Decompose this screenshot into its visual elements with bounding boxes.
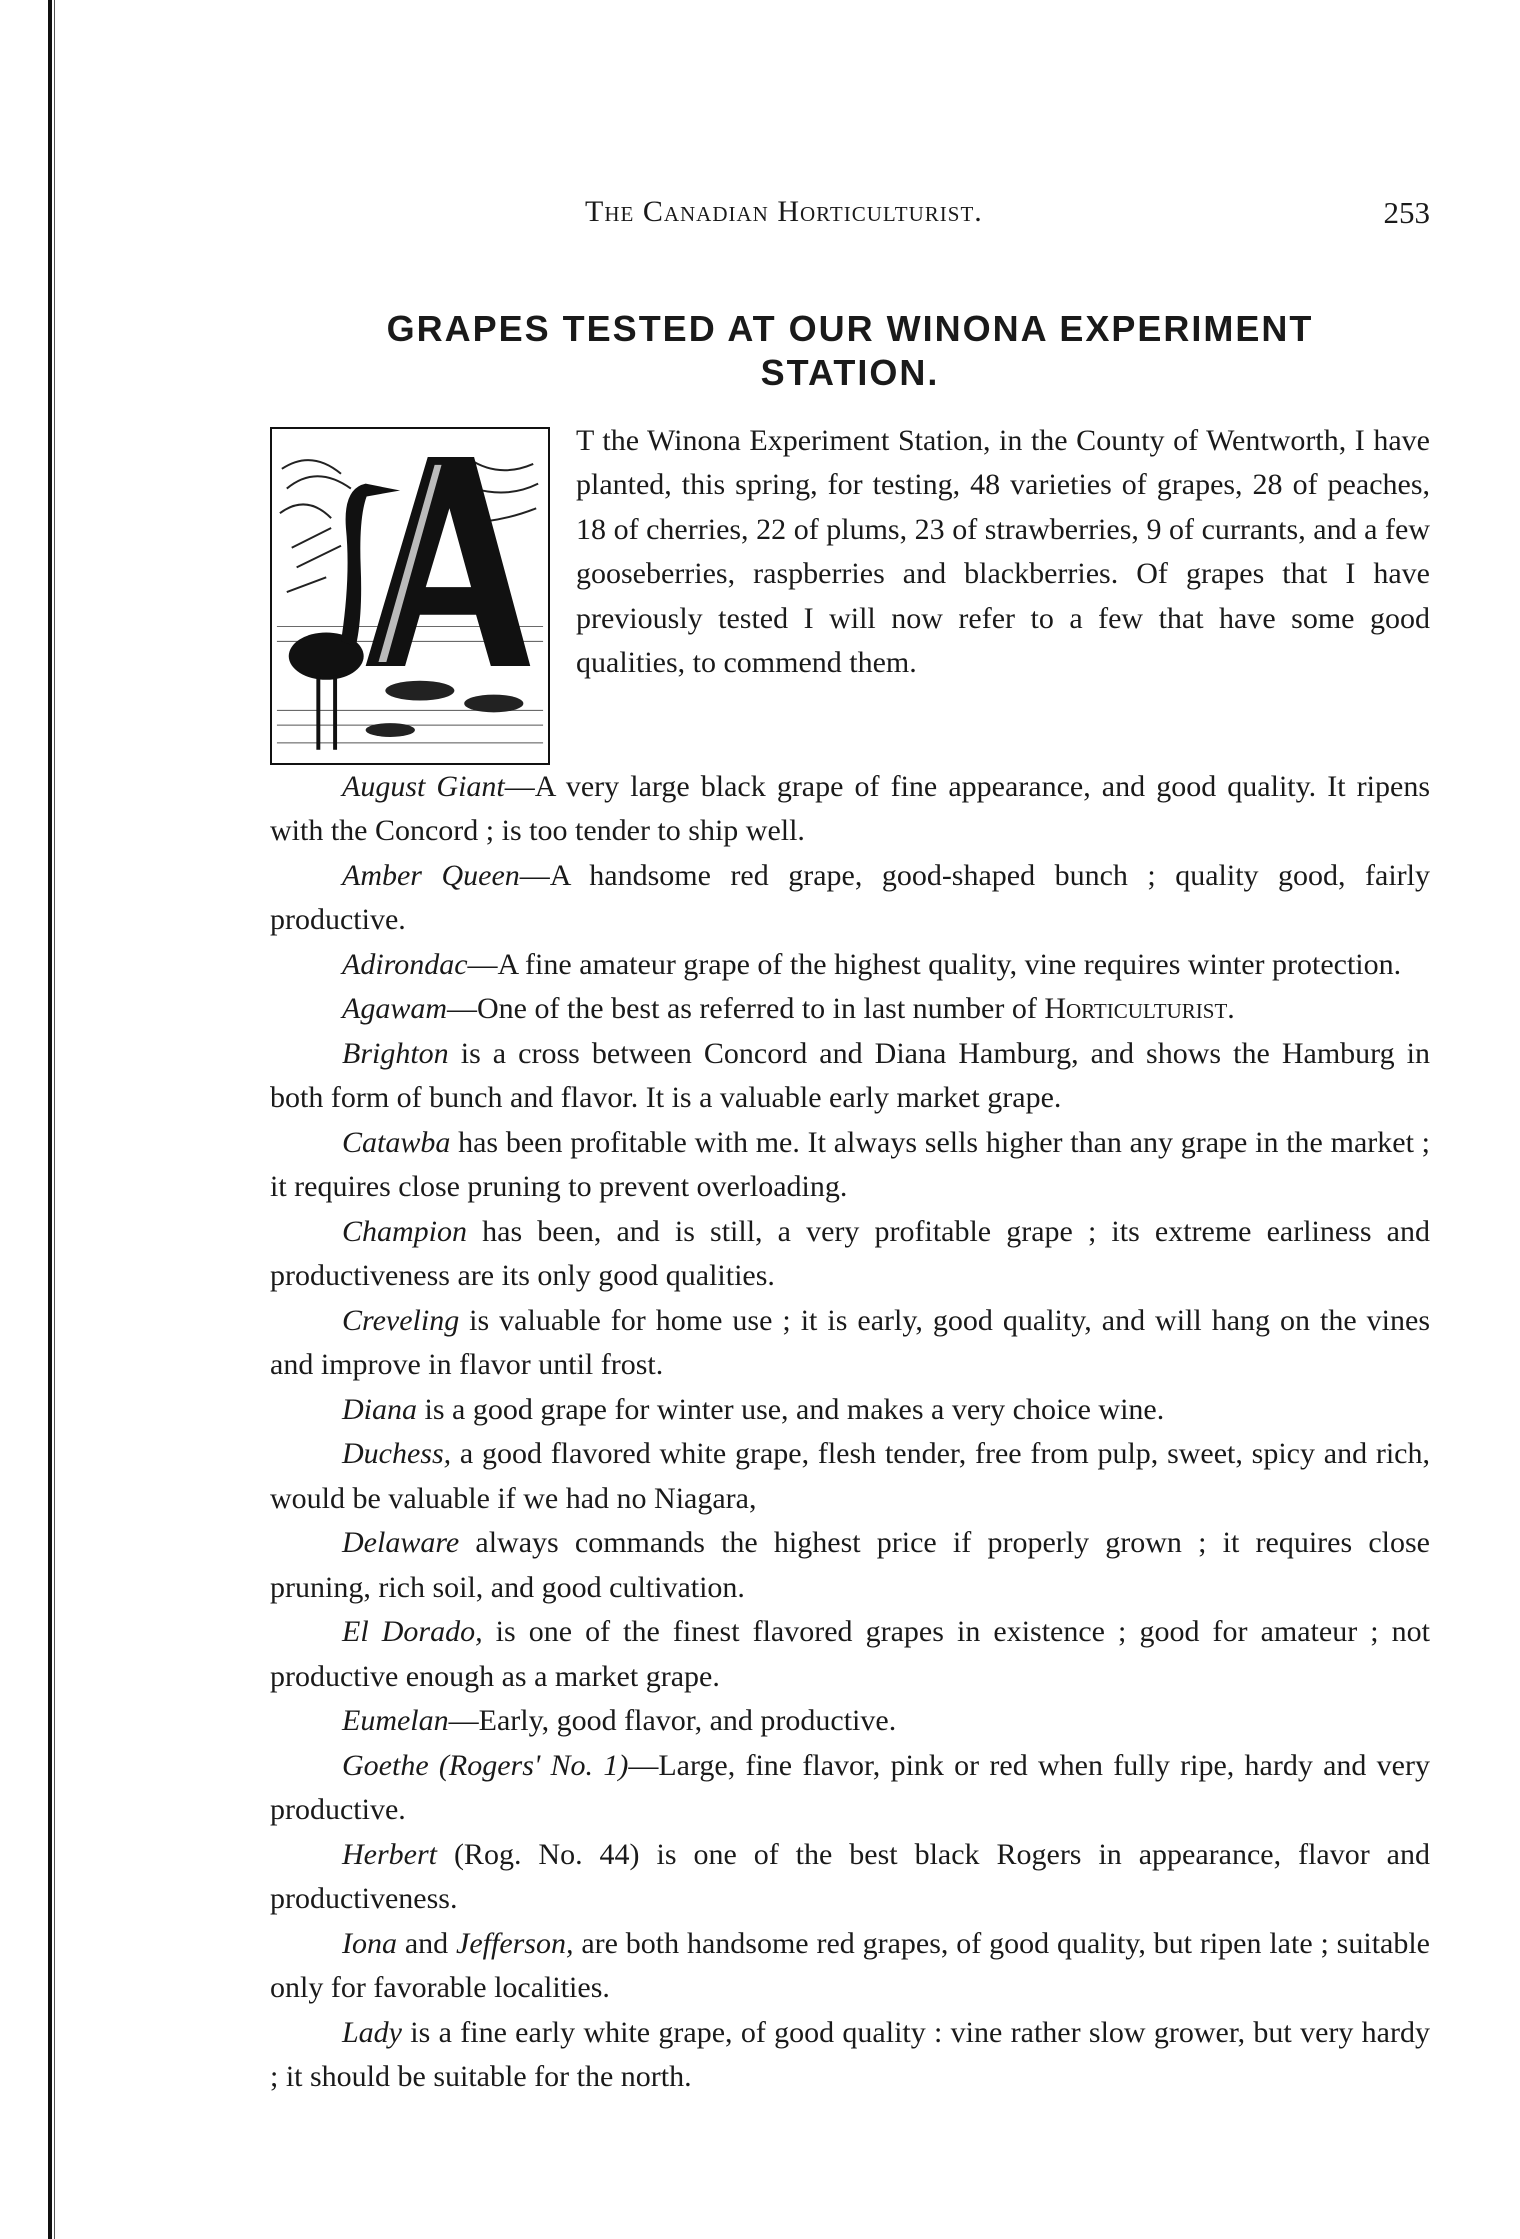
entry-text: a good flavored white grape, flesh tender, free from pulp, sweet, spicy and rich, would be valuable if we had no Niagara, <box>270 1437 1430 1515</box>
entry-adirondac <box>270 943 1430 988</box>
running-head <box>270 195 1430 247</box>
entry-goethe <box>270 1744 1430 1833</box>
entry-text: is a good grape for winter use, and makes a very choice wine. <box>417 1392 1165 1426</box>
entry-amber-queen <box>270 854 1430 943</box>
entry-text: —A very large black grape of fine appearance, and good quality. It ripens with the Concord ; is too tender to ship well. <box>270 769 1430 848</box>
entry-text: —One of the best as referred to in last number of <box>447 992 1045 1026</box>
entry-el-dorado <box>270 1610 1430 1699</box>
binding-edge-inner <box>54 0 55 2239</box>
entry-suffix: Horticulturist. <box>1044 992 1235 1026</box>
entry-delaware <box>270 1521 1430 1610</box>
entry-text: always commands the highest price if properly grown ; it requires close pruning, rich soil, and good cultivation. <box>270 1526 1430 1604</box>
entry-lady <box>270 2011 1430 2100</box>
entry-text: is one of the finest flavored grapes in existence ; good for amateur ; not productive enough as a market grape. <box>270 1615 1430 1693</box>
entry-text: —Early, good flavor, and productive. <box>448 1704 897 1738</box>
entry-text: (Rog. No. 44) is one of the best black Rogers in appearance, flavor and productiveness. <box>270 1837 1430 1916</box>
heron-illustration-icon <box>272 429 548 763</box>
entry-name-2: Jefferson, <box>456 1926 574 1960</box>
entry-text-2: are both handsome red grapes, of good quality, but ripen late ; suitable only for favorable localities. <box>270 1926 1430 2005</box>
page <box>270 195 1430 2100</box>
lead-paragraph <box>270 419 1430 765</box>
entry-text: is valuable for home use ; it is early, good quality, and will hang on the vines and improve in flavor until frost. <box>270 1303 1430 1382</box>
entry-champion <box>270 1210 1430 1299</box>
entry-name: Champion <box>342 1214 468 1248</box>
entry-name: Diana <box>342 1392 417 1426</box>
article-title-line-1: GRAPES TESTED AT OUR WINONA EXPERIMENT <box>386 308 1314 349</box>
article-body <box>270 419 1430 2100</box>
entry-name: Iona <box>342 1926 397 1960</box>
entry-text: —A handsome red grape, good-shaped bunch ; quality good, fairly productive. <box>270 858 1431 937</box>
entry-name: Eumelan <box>342 1704 449 1738</box>
entry-text: —A fine amateur grape of the highest quality, vine requires winter protection. <box>467 947 1402 981</box>
entry-text: is a fine early white grape, of good quality : vine rather slow grower, but very hardy ; it should be suitable for the north. <box>270 2015 1430 2094</box>
entry-name: Agawam <box>342 992 447 1026</box>
entry-duchess <box>270 1432 1430 1521</box>
entry-name: Catawba <box>342 1125 451 1159</box>
entry-diana <box>270 1388 1430 1433</box>
lead-text: T the Winona Experiment Station, in the County of Wentworth, I have planted, this spring, for testing, 48 varieties of grapes, 28 of peaches, 18 of cherries, 22 of plums, 23 of strawberries, 9 of currants, and a few gooseberries, raspberries and blackberries. Of grapes that I have previously tested I will now refer to a few that have some good qualities, to commend them. <box>576 423 1430 680</box>
entry-name: El Dorado, <box>342 1615 483 1649</box>
entry-text: has been, and is still, a very profitable grape ; its extreme earliness and productiveness are its only good qualities. <box>270 1214 1430 1293</box>
entry-name: Herbert <box>342 1837 437 1871</box>
entry-text: —Large, fine flavor, pink or red when fully ripe, hardy and very productive. <box>270 1748 1430 1827</box>
entry-brighton <box>270 1032 1430 1121</box>
entry-text: and <box>397 1926 457 1960</box>
entry-name: August Giant <box>342 769 505 803</box>
entry-text: is a cross between Concord and Diana Hamburg, and shows the Hamburg in both form of bunch and flavor. It is a valuable early market grape. <box>270 1036 1430 1115</box>
entry-eumelan <box>270 1699 1430 1744</box>
entry-iona-jefferson <box>270 1922 1430 2011</box>
entry-name: Delaware <box>342 1526 460 1560</box>
entry-name: Adirondac <box>342 947 468 981</box>
entry-name: Duchess, <box>342 1437 452 1471</box>
decorated-initial <box>270 427 550 765</box>
entry-herbert <box>270 1833 1430 1922</box>
entry-name: Lady <box>342 2015 402 2049</box>
entry-name: Amber Queen <box>342 858 520 892</box>
entry-name: Brighton <box>342 1036 449 1070</box>
entry-name: Goethe (Rogers' No. 1) <box>342 1748 629 1782</box>
entry-creveling <box>270 1299 1430 1388</box>
entry-agawam <box>270 987 1430 1032</box>
running-title: The Canadian Horticulturist. <box>585 195 983 228</box>
entry-catawba <box>270 1121 1430 1210</box>
article-title <box>270 307 1430 395</box>
entry-august-giant <box>270 765 1430 854</box>
page-number: 253 <box>1383 195 1430 230</box>
binding-edge <box>48 0 52 2239</box>
entry-text: has been profitable with me. It always sells higher than any grape in the market ; it requires close pruning to prevent overloading. <box>270 1125 1430 1204</box>
entry-name: Creveling <box>342 1303 460 1337</box>
article-title-line-2: STATION. <box>760 351 940 393</box>
